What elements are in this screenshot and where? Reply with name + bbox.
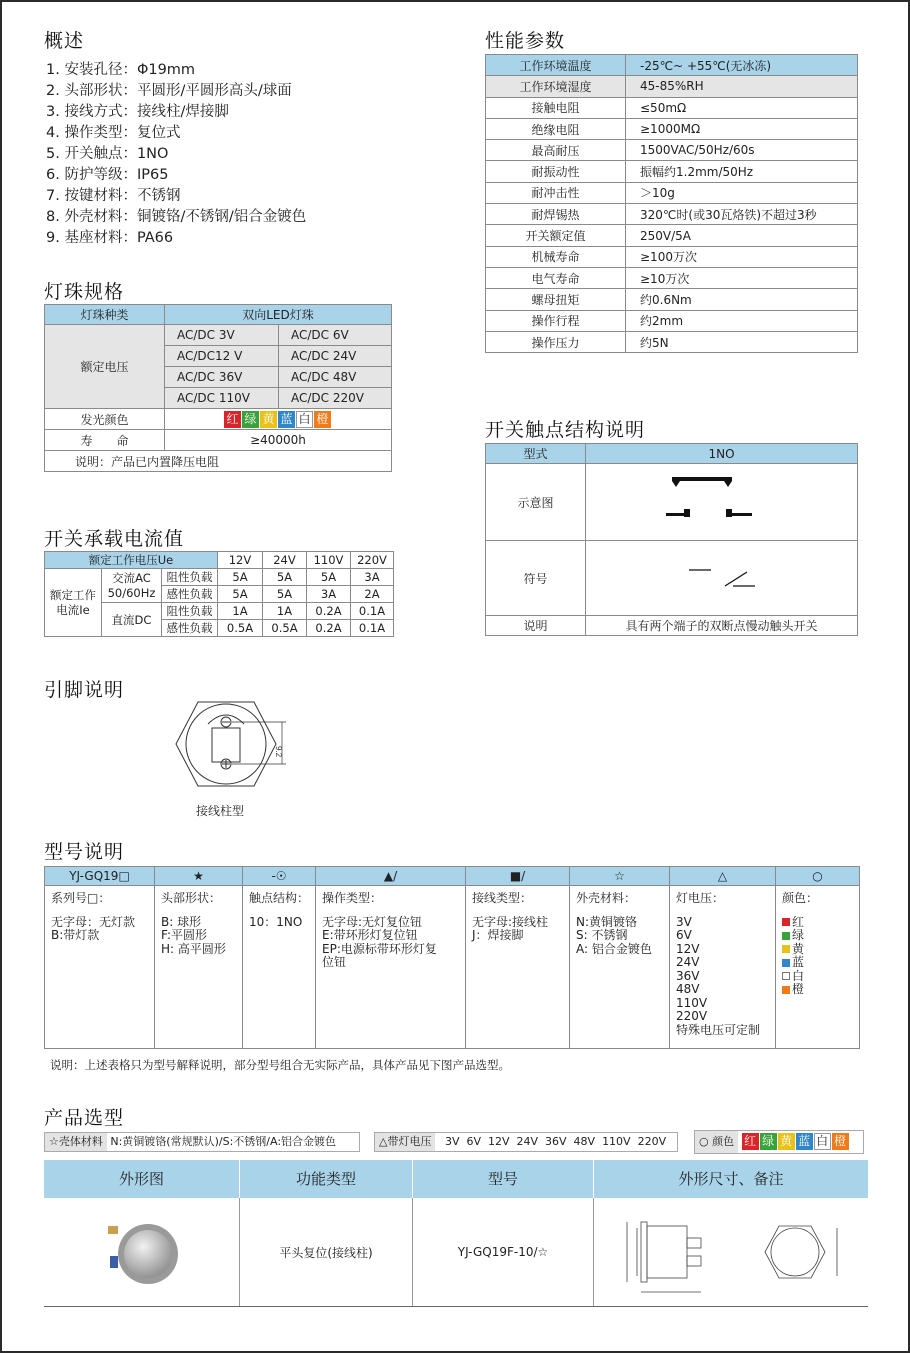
color-dot-icon [782,959,790,967]
param-value: -25℃~ +55℃(无冰冻) [626,55,858,76]
led-title: 灯珠规格 [44,281,125,303]
model-line: 24V [676,955,700,969]
model-header-cell: -☉ [243,867,316,886]
product-model: YJ-GQ19F-10/☆ [413,1198,594,1306]
contact-symbol [586,541,858,616]
selection-header [44,1160,868,1198]
performance-row [486,161,858,182]
color-swatch-white: 白 [814,1133,831,1150]
current-cell: 5A [263,586,307,603]
model-line: A: 铝合金镀色 [576,941,652,956]
model-line: EP:电源标带环形灯复 [322,941,437,956]
pins-title: 引脚说明 [44,679,125,701]
col-model: 型号 [413,1160,594,1198]
current-cell: 5A [263,569,307,586]
led-table [44,304,392,472]
ac-label [102,569,162,603]
current-cell: 1A [263,603,307,620]
param-name: 电气寿命 [486,267,626,288]
param-value: 1500VAC/50Hz/60s [626,140,858,161]
rated-current-label: 额定工作电流Ie [45,569,102,637]
voltage-cell: AC/DC 220V [279,388,392,409]
param-name: 机械寿命 [486,246,626,267]
model-line: 6V [676,928,692,942]
list-item: 1. 安装孔径：Φ19mm [46,62,196,78]
param-value: 320℃时(或30瓦烙铁)不超过3秒 [626,204,858,225]
model-header-cell: △ [670,867,776,886]
performance-row [486,118,858,139]
color-swatch-orange: 橙 [314,411,331,428]
color-swatch-yellow: 黄 [778,1133,795,1150]
model-line [782,983,853,997]
model-line: 10：1NO [249,914,303,929]
load-label: 感性负载 [162,586,218,603]
model-header-cell: ☆ [570,867,670,886]
param-value: ≤50mΩ [626,97,858,118]
model-line: 操作类型： [322,891,383,905]
param-value: ＞10g [626,182,858,203]
model-line: 系列号□： [51,891,111,905]
current-cell: 0.2A [307,603,351,620]
lamp-voltage-bar [374,1132,678,1152]
col-dimensions: 外形尺寸、备注 [678,1170,784,1188]
color-name: 黄 [792,941,805,956]
param-name: 绝缘电阻 [486,118,626,139]
color-swatch-blue: 蓝 [278,411,295,428]
color-name: 橙 [792,982,805,996]
param-value: 45-85%RH [626,76,858,97]
model-line [51,906,148,916]
model-line [782,916,853,930]
list-item: 7. 按键材料：不锈钢 [46,188,181,204]
current-cell: 0.5A [218,620,263,637]
model-note: 说明：上述表格只为型号解释说明，部分型号组合无实际产品，具体产品见下图产品选型。 [50,1058,510,1072]
current-title: 开关承载电流值 [44,528,185,550]
color-swatch-red: 红 [224,411,241,428]
param-value: ≥10万次 [626,267,858,288]
param-name: 操作压力 [486,331,626,352]
param-value: 约2mm [626,310,858,331]
param-name: 操作行程 [486,310,626,331]
model-column [570,886,670,1049]
model-header-cell: ■/ [466,867,570,886]
model-column [45,886,155,1049]
param-value: ≥100万次 [626,246,858,267]
col-function: 功能类型 [240,1160,413,1198]
list-item: 3. 接线方式：接线柱/焊接脚 [46,104,229,120]
voltage-cell: AC/DC12 V [165,346,279,367]
led-note: 说明：产品已内置降压电阻 [45,451,392,472]
model-header-cell: ★ [155,867,243,886]
param-name: 最高耐压 [486,140,626,161]
contact-diagram [586,464,858,541]
model-header-cell: YJ-GQ19□ [45,867,155,886]
param-value: 振幅约1.2mm/50Hz [626,161,858,182]
color-swatches [165,409,392,430]
diagram-label: 示意图 [486,464,586,541]
selection-title: 产品选型 [44,1107,125,1129]
color-swatch-yellow: 黄 [260,411,277,428]
model-header-cell: ○ [776,867,860,886]
model-table [44,866,860,1049]
overview-list [46,60,306,249]
color-swatch-orange: 橙 [832,1133,849,1150]
symbol-label: 符号 [486,541,586,616]
param-value: 约5N [626,331,858,352]
switch-diagram-icon [662,471,782,531]
color-swatch-green: 绿 [242,411,259,428]
model-line: 头部形状： [161,891,222,905]
model-line: S: 不锈钢 [576,928,628,942]
performance-row [486,55,858,76]
color-name: 白 [792,968,805,983]
model-line [161,906,236,916]
volt-header: 24V [263,552,307,569]
led-header-kind: 双向LED灯珠 [165,305,392,325]
volt-header: 220V [351,552,394,569]
contact-title: 开关触点结构说明 [485,419,646,441]
model-line: F:平圆形 [161,928,208,942]
color-swatch-white: 白 [296,411,313,428]
param-name: 工作环境湿度 [486,76,626,97]
model-column [316,886,466,1049]
model-line: 灯电压： [676,891,725,905]
model-line [782,956,853,970]
model-line: 触点结构： [249,891,310,905]
product-function: 平头复位(接线柱) [240,1198,413,1306]
shell-material-bar [44,1132,360,1152]
dimension-drawing-icon [611,1204,851,1300]
param-name: 耐冲击性 [486,182,626,203]
model-line: 特殊电压可定制 [676,1022,761,1037]
model-title: 型号说明 [44,841,125,863]
voltage-cell: AC/DC 24V [279,346,392,367]
lamp-options: 3V 6V 12V 24V 36V 48V 110V 220V [444,1135,667,1148]
load-label: 感性负载 [162,620,218,637]
col-shape: 外形图 [44,1160,240,1198]
model-line [322,906,459,916]
color-dot-icon [782,986,790,994]
current-header: 额定工作电压Ue [45,552,218,569]
contact-type-label: 型式 [486,444,586,464]
performance-row [486,76,858,97]
performance-row [486,182,858,203]
model-line: 外壳材料： [576,891,637,905]
contact-table [485,443,858,636]
model-line: N:黄铜镀铬 [576,914,638,929]
color-bar-label: ○ 颜色 [695,1131,738,1153]
param-name: 耐振动性 [486,161,626,182]
current-cell: 3A [307,586,351,603]
model-column [670,886,776,1049]
model-column [776,886,860,1049]
performance-row [486,310,858,331]
performance-row [486,331,858,352]
color-name: 绿 [792,928,805,942]
param-name: 耐焊锡热 [486,204,626,225]
ac-freq-text: 50/60Hz [107,585,156,600]
model-line: H: 高平圆形 [161,941,226,956]
current-cell: 0.1A [351,620,394,637]
param-value: 约0.6Nm [626,289,858,310]
param-value: ≥1000MΩ [626,118,858,139]
model-line: 颜色： [782,891,819,905]
list-item: 9. 基座材料：PA66 [46,230,174,246]
param-name: 螺母扭矩 [486,289,626,310]
current-cell: 0.2A [307,620,351,637]
voltage-cell: AC/DC 36V [165,367,279,388]
param-value: 250V/5A [626,225,858,246]
voltage-cell: AC/DC 6V [279,325,392,346]
list-item: 8. 外壳材料：铜镀铬/不锈钢/铝合金镀色 [46,209,307,225]
current-table [44,551,394,637]
color-name: 蓝 [792,955,805,969]
model-line [472,906,563,916]
performance-row [486,97,858,118]
model-line: 无字母:无灯复位钮 [322,914,423,929]
performance-title: 性能参数 [485,30,566,52]
selection-row [44,1198,868,1307]
model-line: 3V [676,914,692,929]
performance-row [486,140,858,161]
model-line: 110V [676,995,708,1010]
voltage-cell: AC/DC 3V [165,325,279,346]
volt-header: 110V [307,552,351,569]
model-line: 位钮 [322,955,347,969]
performance-row [486,289,858,310]
model-line: 36V [676,968,700,983]
push-button-photo-icon [102,1212,182,1292]
color-dot-icon [782,972,790,980]
model-line [782,943,853,957]
contact-desc: 具有两个端子的双断点慢动触头开关 [586,616,858,636]
overview-title: 概述 [44,30,85,52]
load-label: 阻性负载 [162,603,218,620]
current-cell: 3A [351,569,394,586]
performance-row [486,267,858,288]
contact-type: 1NO [586,444,858,464]
life-label: 寿 命 [45,430,165,451]
color-bar [694,1130,864,1154]
current-cell: 5A [218,586,263,603]
performance-table [485,54,858,353]
voltage-label: 额定电压 [45,325,165,409]
current-cell: 5A [307,569,351,586]
performance-row [486,204,858,225]
color-dot-icon [782,945,790,953]
param-name: 开关额定值 [486,225,626,246]
model-line: 12V [676,941,700,956]
color-swatch-green: 绿 [760,1133,777,1150]
ac-label-text: 交流AC [112,570,151,585]
model-column [155,886,243,1049]
dc-label: 直流DC [102,603,162,637]
list-item: 6. 防护等级：IP65 [46,167,169,183]
model-line [782,929,853,943]
current-cell: 2A [351,586,394,603]
model-line [249,906,309,916]
led-header-type: 灯珠种类 [45,305,165,325]
model-header-cell: ▲/ [316,867,466,886]
life-value: ≥40000h [165,430,392,451]
color-swatch-blue: 蓝 [796,1133,813,1150]
param-name: 接触电阻 [486,97,626,118]
model-line: 接线类型： [472,891,533,905]
list-item: 4. 操作类型：复位式 [46,125,181,141]
shell-options: N:黄铜镀铬(常规默认)/S:不锈钢/A:铝合金镀色 [110,1135,337,1148]
current-cell: 0.1A [351,603,394,620]
desc-label: 说明 [486,616,586,636]
model-column [243,886,316,1049]
model-line: 220V [676,1009,708,1023]
model-line: 无字母：无灯款 [51,914,136,929]
list-item: 2. 头部形状：平圆形/平圆形高头/球面 [46,83,292,99]
model-line: B: 球形 [161,914,202,929]
model-column [466,886,570,1049]
model-line: 48V [676,982,700,996]
model-line: J：焊接脚 [472,928,524,942]
color-swatch-red: 红 [742,1133,759,1150]
current-cell: 0.5A [263,620,307,637]
list-item: 5. 开关触点：1NO [46,146,169,162]
shell-label: ☆壳体材料 [45,1133,107,1151]
pin-layout-icon [168,692,298,802]
param-name: 工作环境温度 [486,55,626,76]
current-cell: 5A [218,569,263,586]
model-line: B:带灯款 [51,928,100,942]
voltage-cell: AC/DC 48V [279,367,392,388]
color-dot-icon [782,918,790,926]
color-name: 红 [792,914,805,929]
performance-row [486,246,858,267]
model-line: 无字母:接线柱 [472,914,549,929]
pins-caption: 接线柱型 [196,804,245,818]
lamp-label: △带灯电压 [375,1133,435,1151]
model-line [782,970,853,984]
product-drawing [594,1198,868,1306]
product-image [44,1198,240,1306]
model-line [576,906,663,916]
model-line [676,906,769,916]
volt-header: 12V [218,552,263,569]
performance-row [486,225,858,246]
model-line: E:带环形灯复位钮 [322,928,418,942]
color-label: 发光颜色 [45,409,165,430]
no-contact-symbol-icon [687,564,757,590]
pin-dimension: 9.2 [274,746,283,758]
load-label: 阻性负载 [162,569,218,586]
color-dot-icon [782,932,790,940]
voltage-cell: AC/DC 110V [165,388,279,409]
current-cell: 1A [218,603,263,620]
